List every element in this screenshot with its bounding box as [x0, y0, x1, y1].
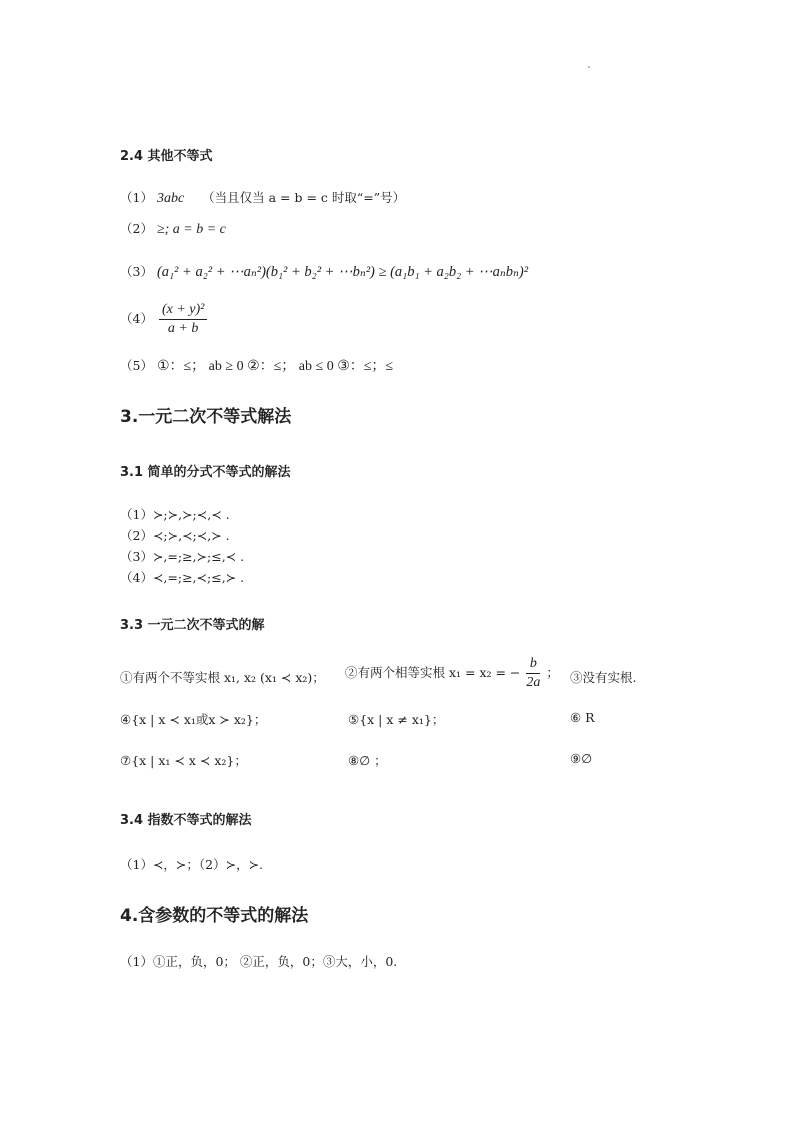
- list-item: （1）①正，负，0； ②正，负，0；③大，小，0.: [120, 954, 398, 969]
- item-number: （1）: [120, 190, 153, 205]
- list-item: （1）≺，≻；（2）≻，≻.: [120, 857, 264, 872]
- item-2-4-1: [120, 188, 405, 207]
- answer-8: ⑧∅ ；: [348, 753, 387, 768]
- item-number: （2）: [120, 221, 153, 236]
- answer-6: ⑥ R: [570, 710, 595, 725]
- denominator: 2a: [526, 675, 541, 690]
- numerator: b: [526, 656, 540, 674]
- answer-1: ①有两个不等实根 x₁, x₂ (x₁ ≺ x₂)；: [120, 670, 325, 685]
- item-2-4-5: [120, 355, 393, 375]
- note-text: （当且仅当 a = b = c 时取“=”号）: [202, 190, 406, 205]
- section-title-4: 4.含参数的不等式的解法: [120, 906, 309, 926]
- corner-mark: [588, 66, 590, 68]
- section-title-3: 3.一元二次不等式解法: [120, 407, 292, 427]
- item-number: （5）: [120, 358, 153, 373]
- answer-5: ⑤{x | x ≠ x₁}；: [348, 712, 445, 727]
- section-title-3-3: 3.3 一元二次不等式的解: [120, 618, 265, 633]
- numerator: (x + y)²: [159, 302, 207, 320]
- cauchy-inequality: (a₁² + a₂² + ⋯aₙ²)(b₁² + b₂² + ⋯bₙ²) ≥ (a₁b₁ + a₂b₂ + ⋯aₙbₙ)²: [156, 264, 529, 280]
- fraction: [159, 302, 207, 337]
- list-item: （2）≺;≻,≺;≺,≻ .: [120, 528, 230, 543]
- fraction: [526, 656, 540, 691]
- answer-3: ③没有实根.: [570, 670, 637, 685]
- section-title-3-4: 3.4 指数不等式的解法: [120, 813, 252, 828]
- math-expression: 3abc: [156, 191, 185, 206]
- math-expression: ①：≤； ab ≥ 0 ②：≤； ab ≤ 0 ③：≤；≤: [156, 359, 394, 374]
- answer-4: ④{x | x ≺ x₁或x ≻ x₂}；: [120, 712, 267, 727]
- denominator: a + b: [167, 321, 199, 336]
- list-item: （1）≻;≻,≻;≺,≺ .: [120, 507, 230, 522]
- answer-2-tail: ；: [546, 665, 559, 680]
- item-2-4-2: [120, 219, 226, 238]
- section-title-2-4: 2.4 其他不等式: [120, 149, 213, 164]
- item-number: （4）: [120, 311, 153, 326]
- list-item: （3）≻,=;≥,≻;≤,≺ .: [120, 549, 245, 564]
- item-2-4-4: [120, 302, 209, 337]
- item-number: （3）: [120, 264, 153, 279]
- answer-2-text: ②有两个相等实根 x₁ = x₂ = −: [345, 665, 521, 680]
- list-item: （4）≺,=;≥,≺;≤,≻ .: [120, 570, 245, 585]
- section-title-3-1: 3.1 简单的分式不等式的解法: [120, 465, 291, 480]
- answer-7: ⑦{x | x₁ ≺ x ≺ x₂}；: [120, 753, 247, 768]
- answer-2: [345, 656, 559, 691]
- math-expression: ≥; a = b = c: [156, 222, 226, 237]
- item-2-4-3: [120, 262, 528, 281]
- answer-9: ⑨∅: [570, 751, 593, 766]
